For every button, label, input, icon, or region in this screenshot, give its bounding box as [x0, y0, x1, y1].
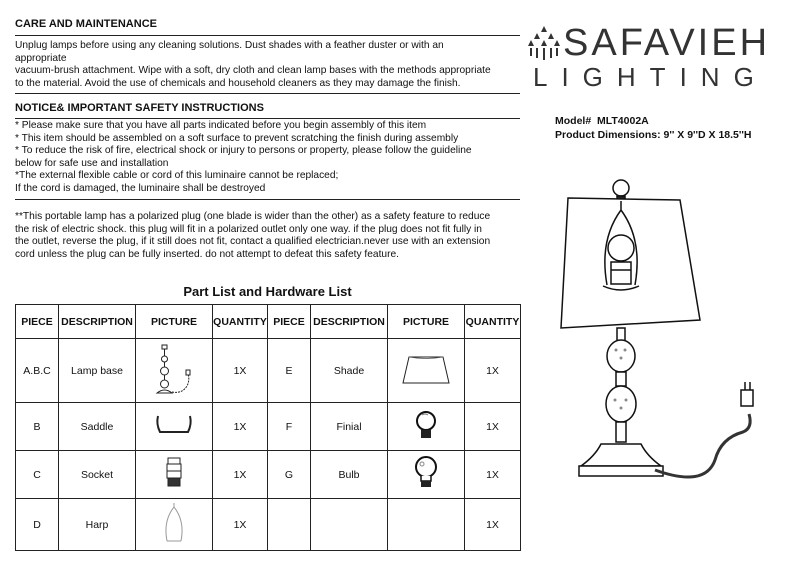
model-label: Model# — [555, 115, 592, 127]
col-header: QUANTITY — [213, 305, 268, 339]
divider — [15, 199, 520, 200]
description-cell: Harp — [59, 499, 136, 551]
quantity-cell: 1X — [465, 339, 521, 403]
model-info — [555, 114, 751, 142]
piece-cell: F — [268, 403, 311, 451]
lamp-base-icon — [152, 342, 196, 396]
socket-icon — [162, 456, 186, 490]
divider — [15, 35, 520, 36]
col-header: DESCRIPTION — [311, 305, 388, 339]
quantity-cell: 1X — [213, 451, 268, 499]
description-cell: Bulb — [311, 451, 388, 499]
quantity-cell: 1X — [213, 339, 268, 403]
table-row — [16, 499, 521, 551]
quantity-cell: 1X — [465, 403, 521, 451]
piece-cell: C — [16, 451, 59, 499]
care-line: vacuum-brush attachment. Wipe with a soft, dry cloth and clean lamp bases with the methods appropriate — [15, 65, 491, 77]
piece-cell — [268, 499, 311, 551]
saddle-icon — [152, 412, 196, 438]
description-cell: Saddle — [59, 403, 136, 451]
notice-line: * To reduce the risk of fire, electrical shock or injury to persons or property, please follow the guideline — [15, 145, 472, 157]
plug-line: **This portable lamp has a polarized plug (one blade is wider than the other) as a safety feature to reduce — [15, 211, 491, 222]
dimensions-label: Product Dimensions: — [555, 129, 661, 141]
model-value: MLT4002A — [597, 115, 649, 127]
col-header: QUANTITY — [465, 305, 521, 339]
description-cell: Socket — [59, 451, 136, 499]
notice-title: NOTICE& IMPORTANT SAFETY INSTRUCTIONS — [15, 102, 264, 114]
col-header: PICTURE — [136, 305, 213, 339]
care-line: to the material. Avoid the use of chemicals and household cleaners as they may damage the finish. — [15, 77, 461, 89]
notice-text — [15, 120, 472, 196]
table-header-row — [16, 305, 521, 339]
picture-cell — [136, 499, 213, 551]
picture-cell — [388, 499, 465, 551]
parts-title: Part List and Hardware List — [183, 284, 352, 299]
brand-name: SAFAVIEH — [563, 22, 771, 64]
picture-cell — [388, 451, 465, 499]
plug-line: cord unless the plug can be fully inserted. do not attempt to defeat this safety feature. — [15, 248, 399, 260]
description-cell — [311, 499, 388, 551]
care-line: Unplug lamps before using any cleaning solutions. Dust shades with a feather duster or with an — [15, 40, 444, 51]
care-text — [15, 40, 491, 90]
plug-line: the outlet, reverse the plug, if it still does not fit, contact a qualified electrician.never use with an extension — [15, 236, 491, 248]
table-row — [16, 403, 521, 451]
picture-cell — [136, 403, 213, 451]
plug-text — [15, 211, 490, 261]
description-cell: Finial — [311, 403, 388, 451]
picture-cell — [388, 339, 465, 403]
picture-cell — [136, 451, 213, 499]
description-cell: Shade — [311, 339, 388, 403]
finial-icon — [411, 408, 441, 442]
divider — [15, 93, 520, 94]
piece-cell: E — [268, 339, 311, 403]
description-cell: Lamp base — [59, 339, 136, 403]
assembled-lamp-drawing — [555, 170, 785, 490]
dimensions-value: 9'' X 9''D X 18.5''H — [663, 129, 752, 141]
piece-cell: D — [16, 499, 59, 551]
col-header: PICTURE — [388, 305, 465, 339]
picture-cell — [388, 403, 465, 451]
brand-sub: LIGHTING — [533, 62, 768, 92]
care-line: appropriate — [15, 52, 67, 64]
divider — [15, 118, 520, 119]
notice-line: *The external flexible cable or cord of this luminaire cannot be replaced; — [15, 170, 339, 182]
piece-cell: A.B.C — [16, 339, 59, 403]
quantity-cell: 1X — [213, 403, 268, 451]
notice-line: If the cord is damaged, the luminaire shall be destroyed — [15, 182, 266, 194]
harp-icon — [159, 501, 189, 545]
piece-cell: G — [268, 451, 311, 499]
quantity-cell: 1X — [465, 499, 521, 551]
quantity-cell: 1X — [213, 499, 268, 551]
chandelier-logo-icon — [527, 26, 561, 60]
piece-cell: B — [16, 403, 59, 451]
col-header: DESCRIPTION — [59, 305, 136, 339]
plug-line: the risk of electric shock. this plug will fit in a polarized outlet only one way. if the plug does not fit fully in — [15, 223, 482, 235]
picture-cell — [136, 339, 213, 403]
quantity-cell: 1X — [465, 451, 521, 499]
col-header: PIECE — [268, 305, 311, 339]
shade-icon — [399, 351, 453, 387]
table-row — [16, 451, 521, 499]
notice-line: * Please make sure that you have all parts indicated before you begin assembly of this item — [15, 120, 427, 131]
notice-line: * This item should be assembled on a soft surface to prevent scratching the finish during assembly — [15, 132, 459, 144]
parts-table — [15, 304, 521, 551]
care-title: CARE AND MAINTENANCE — [15, 18, 157, 30]
bulb-icon — [411, 454, 441, 492]
table-row — [16, 339, 521, 403]
notice-line: below for safe use and installation — [15, 157, 169, 169]
col-header: PIECE — [16, 305, 59, 339]
